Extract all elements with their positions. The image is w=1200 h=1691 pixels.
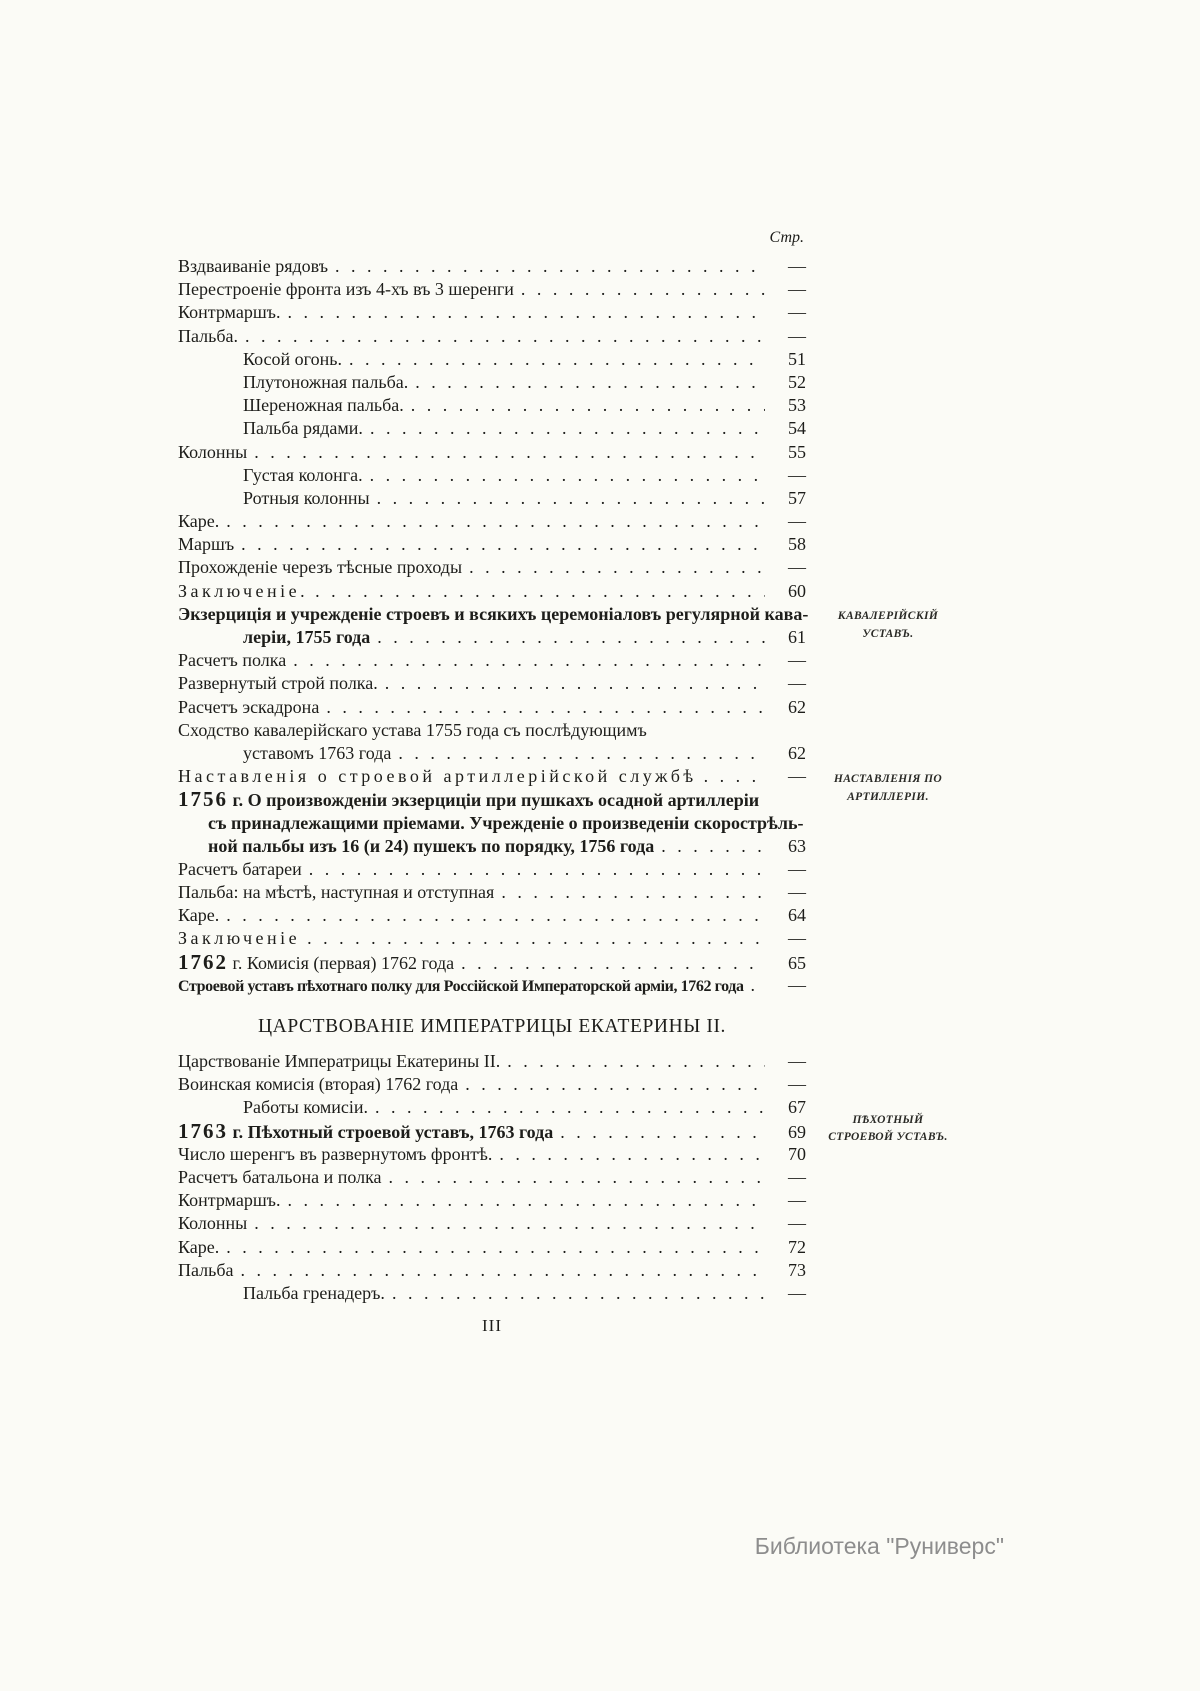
toc-line	[178, 719, 806, 742]
toc-line	[178, 325, 806, 348]
toc-entry	[178, 533, 806, 556]
entry-title: Расчетъ эскадрона	[178, 696, 320, 717]
toc-entry	[178, 301, 806, 324]
toc-entry	[178, 719, 806, 765]
dot-leader	[389, 1166, 765, 1189]
dot-leader	[461, 952, 765, 975]
dot-leader	[415, 371, 765, 394]
toc-entry	[178, 394, 806, 417]
toc-entry	[178, 556, 806, 579]
entry-title: Пальба.	[178, 325, 238, 346]
toc-line	[178, 672, 806, 695]
entry-title: Экзерциція и учрежденіе строевъ и всякихъ церемоніаловъ регулярной кава-	[178, 603, 809, 624]
section-heading: ЦАРСТВОВАНІЕ ИМПЕРАТРИЦЫ ЕКАТЕРИНЫ II.	[257, 1016, 727, 1037]
page-ref: —	[788, 1074, 806, 1095]
toc-entry	[178, 325, 806, 348]
toc-entry	[178, 1096, 806, 1119]
dot-leader	[309, 858, 765, 881]
entry-title: 1763 г. Пѣхотный строевой уставъ, 1763 года	[178, 1118, 554, 1143]
page-ref: —	[788, 882, 806, 903]
entry-year: 1762	[178, 949, 228, 974]
toc-line	[178, 974, 806, 997]
dot-leader	[349, 348, 765, 371]
toc-line	[178, 510, 806, 533]
entry-title: Густая колонга.	[243, 464, 363, 485]
entry-title: Пальба рядами.	[243, 418, 363, 439]
entry-title: уставомъ 1763 года	[243, 742, 392, 763]
entry-title: 1762 г. Комисія (первая) 1762 года	[178, 949, 455, 974]
toc-entry	[178, 1259, 806, 1282]
dot-leader	[335, 255, 765, 278]
toc-line	[178, 1166, 806, 1189]
toc-entry	[178, 1166, 806, 1189]
entry-title: Колонны	[178, 441, 248, 462]
toc-line	[178, 742, 806, 765]
entry-title: Пальба	[178, 1259, 234, 1280]
page-ref: —	[788, 858, 806, 879]
entry-title: Каре.	[178, 511, 220, 532]
toc-line	[178, 1212, 806, 1235]
toc-line	[178, 1073, 806, 1096]
dot-leader	[315, 580, 765, 603]
entry-title: Развернутый строй полка.	[178, 673, 378, 694]
page-ref: —	[788, 464, 806, 485]
dot-leader	[241, 533, 765, 556]
entry-title: Каре.	[178, 905, 220, 926]
page-ref: —	[788, 511, 806, 532]
dot-leader	[392, 1282, 765, 1305]
dot-leader	[370, 417, 765, 440]
toc-line	[178, 580, 806, 603]
page-ref: —	[788, 1051, 806, 1071]
toc-entry	[178, 510, 806, 533]
toc-line	[178, 1189, 806, 1212]
page-ref: 69	[788, 1121, 806, 1142]
toc-line	[178, 464, 806, 487]
entry-title: Пальба гренадеръ.	[243, 1282, 385, 1303]
dot-leader	[507, 1050, 765, 1073]
toc-line	[178, 441, 806, 464]
toc-entry	[178, 858, 806, 881]
toc-entry	[178, 904, 806, 927]
toc-line	[178, 788, 806, 811]
toc-entry	[178, 951, 806, 974]
page-ref: —	[788, 928, 806, 949]
entry-title: Царствованіе Императрицы Екатерины II.	[178, 1051, 501, 1071]
dot-leader	[411, 394, 765, 417]
dot-leader	[661, 835, 765, 858]
toc-entry	[178, 881, 806, 904]
toc-entry	[178, 1073, 806, 1096]
page-ref: 67	[788, 1097, 806, 1118]
entry-title: Маршъ	[178, 534, 235, 555]
toc-line	[178, 533, 806, 556]
page-ref: 55	[788, 441, 806, 462]
toc-line	[178, 255, 806, 278]
toc-line	[178, 1236, 806, 1259]
toc-entry	[178, 464, 806, 487]
page-ref: —	[788, 974, 806, 995]
entry-title: Косой огонь.	[243, 348, 342, 369]
entry-title: Шереножная пальба.	[243, 395, 404, 416]
entry-title: Воинская комисія (вторая) 1762 года	[178, 1074, 459, 1095]
dot-leader	[293, 649, 765, 672]
toc-section-pre-heading	[178, 255, 943, 997]
toc-line	[178, 835, 806, 858]
dot-leader	[307, 927, 765, 950]
page-ref: 58	[788, 534, 806, 555]
dot-leader	[560, 1121, 765, 1144]
toc-entry	[178, 974, 806, 997]
entry-title: Каре.	[178, 1236, 220, 1257]
entry-title: леріи, 1755 года	[243, 627, 371, 647]
margin-note: ПѢХОТНЫЙ СТРОЕВОЙ УСТАВЪ.	[828, 1113, 948, 1144]
toc-entry	[178, 371, 806, 394]
page-ref: —	[788, 1282, 806, 1303]
toc-entry	[178, 1236, 806, 1259]
toc-entry	[178, 278, 806, 301]
dot-leader	[521, 278, 765, 301]
toc-entry	[178, 672, 806, 695]
page-ref: —	[788, 557, 806, 578]
toc-line	[178, 927, 806, 950]
page-ref: 57	[788, 487, 806, 508]
dot-leader	[287, 301, 765, 324]
dot-leader	[499, 1143, 765, 1166]
page-ref: —	[788, 673, 806, 694]
entry-title: Расчетъ полка	[178, 650, 287, 671]
toc-line	[178, 951, 806, 974]
toc-entry	[178, 1212, 806, 1235]
toc-entry	[178, 1050, 806, 1073]
toc-entry	[178, 1143, 806, 1166]
toc-line	[178, 1259, 806, 1282]
toc-line	[178, 881, 806, 904]
page-ref: 64	[788, 905, 806, 926]
page-ref: 65	[788, 952, 806, 973]
toc-line	[178, 858, 806, 881]
toc-entry	[178, 696, 806, 719]
toc-entry	[178, 580, 806, 603]
page-ref: 62	[788, 696, 806, 717]
page-ref: 62	[788, 742, 806, 763]
table-of-contents	[178, 228, 948, 1336]
dot-leader	[226, 510, 765, 533]
toc-line	[178, 417, 806, 440]
page-ref: 53	[788, 395, 806, 416]
toc-entry	[178, 487, 806, 510]
page-ref: 51	[788, 348, 806, 369]
page-ref: 60	[788, 580, 806, 601]
dot-leader	[704, 765, 765, 788]
page-ref: 61	[788, 627, 806, 647]
toc-entry	[178, 1113, 948, 1144]
page-ref: —	[788, 1213, 806, 1234]
entry-year: 1763	[178, 1118, 228, 1143]
entry-title: Расчетъ батареи	[178, 858, 302, 879]
entry-title: Наставленія о строевой артиллерійской службѣ	[178, 766, 697, 787]
toc-line	[178, 1113, 948, 1144]
dot-leader	[465, 1073, 765, 1096]
dot-leader	[398, 742, 765, 765]
entry-title: Заключеніе.	[178, 580, 309, 601]
page-ref: —	[788, 1166, 806, 1187]
toc-section-post-heading	[178, 1050, 948, 1305]
library-watermark: Библиотека "Руниверс"	[754, 1533, 1004, 1559]
page-ref: —	[788, 256, 806, 276]
toc-line	[178, 301, 806, 324]
entry-title: Расчетъ батальона и полка	[178, 1166, 382, 1187]
toc-line	[178, 348, 806, 371]
page-ref: 72	[788, 1236, 806, 1257]
entry-title: Строевой уставъ пѣхотнаго полку для Россійской Императорской арміи, 1762 года	[178, 977, 744, 995]
entry-title: ной пальбы изъ 16 (и 24) пушекъ по порядку, 1756 года	[208, 835, 655, 856]
toc-entry	[178, 927, 806, 950]
dot-leader	[254, 1212, 765, 1235]
dot-leader	[254, 441, 765, 464]
dot-leader	[326, 696, 765, 719]
toc-entry	[178, 417, 806, 440]
page-column-header: Стр.	[769, 229, 804, 246]
dot-leader	[469, 556, 765, 579]
page-ref: —	[788, 279, 806, 300]
dot-leader	[287, 1189, 765, 1212]
page-ref: —	[788, 325, 806, 346]
toc-entry	[178, 1189, 806, 1212]
entry-title: Вздваиваніе рядовъ	[178, 256, 329, 276]
entry-title: Перестроеніе фронта изъ 4-хъ въ 3 шеренги	[178, 279, 514, 300]
toc-entry	[178, 255, 806, 278]
toc-line	[178, 487, 806, 510]
toc-line	[178, 1282, 806, 1305]
dot-leader	[241, 1259, 766, 1282]
toc-entry	[178, 649, 806, 672]
dot-leader	[501, 881, 765, 904]
entry-title: Плутоножная пальба.	[243, 371, 409, 392]
toc-line	[178, 904, 806, 927]
toc-line	[178, 603, 809, 626]
dot-leader	[751, 974, 765, 997]
entry-title: Колонны	[178, 1213, 248, 1234]
folio-page-number: III	[482, 1316, 502, 1336]
entry-title: Прохожденіе черезъ тѣсные проходы	[178, 557, 463, 578]
dot-leader	[377, 626, 765, 649]
entry-title: Сходство кавалерійскаго устава 1755 года съ послѣдующимъ	[178, 719, 647, 740]
toc-line	[178, 371, 806, 394]
entry-title: Заключеніе	[178, 928, 301, 949]
dot-leader	[226, 904, 765, 927]
toc-entry	[178, 788, 806, 858]
dot-leader	[245, 325, 765, 348]
page-ref: 52	[788, 371, 806, 392]
entry-title: Контрмаршъ.	[178, 302, 281, 323]
entry-title: Пальба: на мѣстѣ, наступная и отступная	[178, 882, 495, 903]
toc-line	[178, 1096, 806, 1119]
page-ref: —	[788, 650, 806, 671]
margin-note: НАСТАВЛЕНІЯ ПО АРТИЛЛЕРІИ.	[833, 773, 943, 803]
page-ref: —	[788, 766, 806, 787]
toc-line	[178, 812, 806, 835]
dot-leader	[370, 464, 765, 487]
toc-line	[178, 278, 806, 301]
page-ref: 54	[788, 418, 806, 439]
toc-line	[178, 556, 806, 579]
toc-entry	[178, 603, 939, 649]
page-ref: 63	[788, 835, 806, 856]
page-ref: —	[788, 302, 806, 323]
entry-title: Контрмаршъ.	[178, 1190, 281, 1211]
toc-entry	[178, 441, 806, 464]
entry-title: съ принадлежащими пріемами. Учрежденіе о произведеніи скорострѣль-	[208, 812, 804, 833]
entry-year: 1756	[178, 787, 228, 812]
dot-leader	[377, 487, 765, 510]
toc-entry	[178, 348, 806, 371]
page-ref: 73	[788, 1259, 806, 1280]
page-ref: —	[788, 1190, 806, 1211]
toc-line	[178, 1143, 806, 1166]
toc-line	[178, 696, 806, 719]
entry-title: Работы комисіи.	[243, 1097, 369, 1118]
dot-leader	[226, 1236, 765, 1259]
dot-leader	[385, 672, 765, 695]
toc-entry	[178, 1282, 806, 1305]
toc-line	[178, 1050, 806, 1073]
entry-title: Ротныя колонны	[243, 487, 370, 508]
toc-line	[178, 649, 806, 672]
entry-title: Число шеренгъ въ развернутомъ фронтѣ.	[178, 1143, 493, 1164]
margin-note: КАВАЛЕРІЙСКІЙ УСТАВЪ.	[837, 610, 939, 640]
page-ref: 70	[788, 1143, 806, 1164]
dot-leader	[375, 1096, 765, 1119]
toc-line	[178, 394, 806, 417]
entry-title: 1756 г. О произвожденіи экзерциціи при пушкахъ осадной артиллеріи	[178, 787, 760, 812]
